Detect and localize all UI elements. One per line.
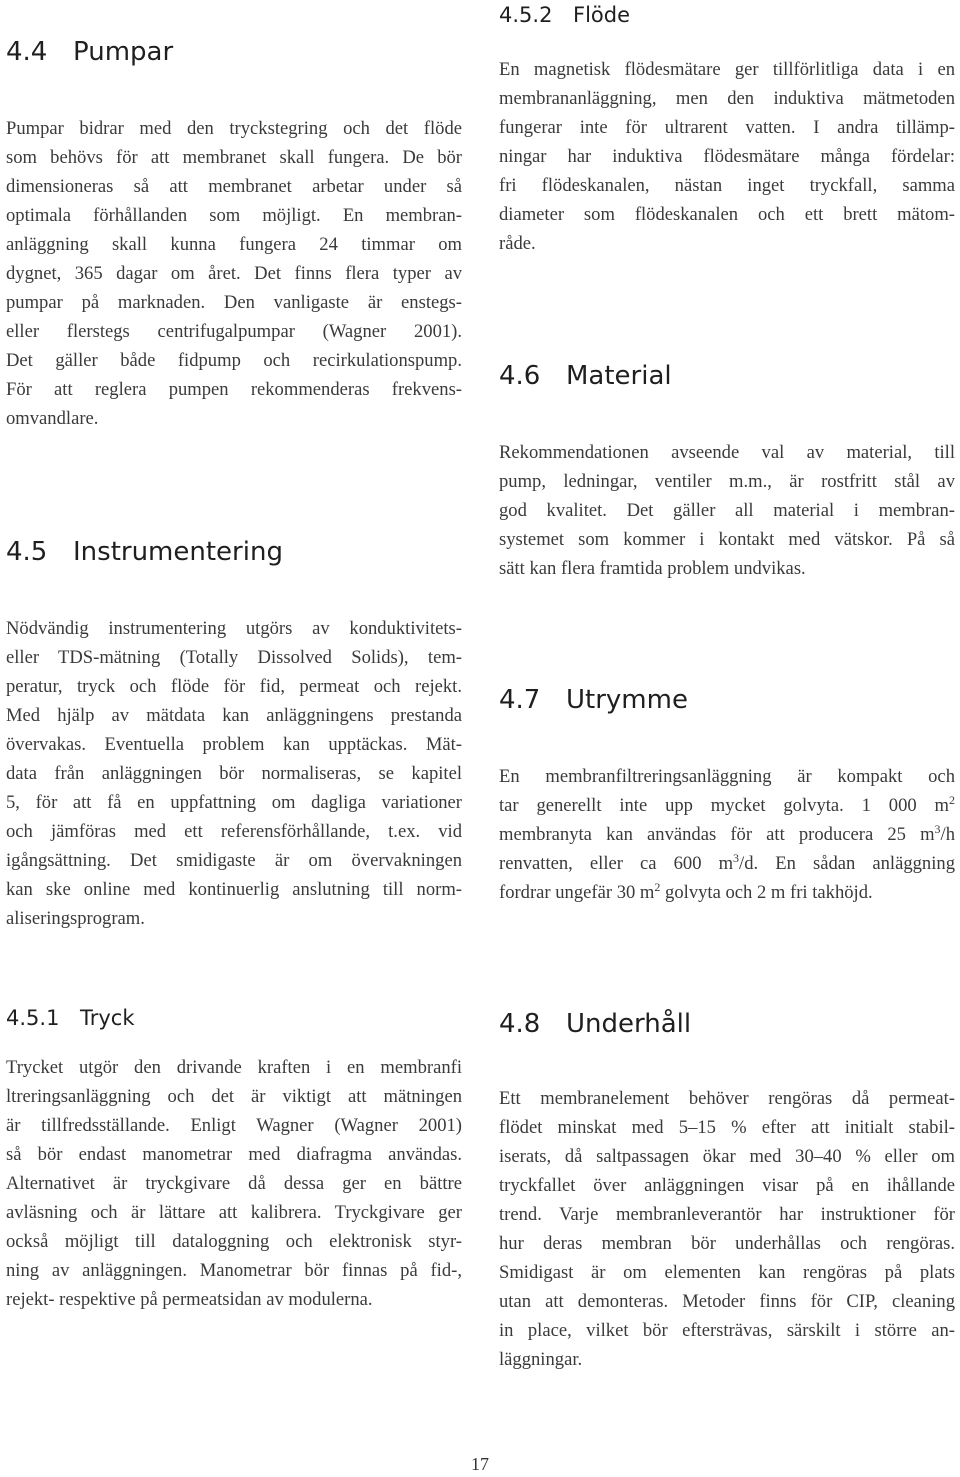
- heading-number: 4.7: [499, 685, 541, 715]
- text-line: Rekommendationen avseende val av material, till: [499, 442, 955, 463]
- text-line: [499, 849, 955, 878]
- heading-number: 4.4: [6, 37, 48, 67]
- paragraph-tryck: [6, 1053, 462, 1314]
- text-line: För att reglera pumpen rekommenderas frekvens-: [6, 379, 462, 400]
- text-line: dimensioneras så att membranet arbetar under så: [6, 176, 462, 197]
- paragraph-underhall: [499, 1084, 955, 1374]
- heading-number: 4.8: [499, 1009, 541, 1039]
- heading-title: Tryck: [80, 1006, 135, 1030]
- heading-number: 4.5.2: [499, 3, 553, 27]
- text-line: Nödvändig instrumentering utgörs av konduktivitets-: [6, 618, 462, 639]
- page-number: 17: [471, 1454, 489, 1474]
- text-line: pump, ledningar, ventiler m.m., är rostfritt stål av: [499, 471, 955, 492]
- heading-title: Material: [566, 361, 672, 391]
- heading-number: 4.5: [6, 537, 48, 567]
- text-line: ltreringsanläggning och det är viktigt att mätningen: [6, 1086, 462, 1107]
- superscript: 2: [949, 792, 955, 807]
- text-line: data från anläggningen bör normaliseras, se kapitel: [6, 763, 462, 784]
- heading-utrymme: [499, 684, 688, 716]
- text-line: membrananläggning, men den induktiva mätmetoden: [499, 88, 955, 109]
- text-line: är tillfredsställande. Enligt Wagner (Wagner 2001): [6, 1115, 462, 1136]
- text-line: En magnetisk flödesmätare ger tillförlitliga data i en: [499, 59, 955, 80]
- text-line: optimala förhållanden som möjligt. En membran-: [6, 205, 462, 226]
- text-line: råde.: [499, 233, 536, 254]
- text-fragment: golvyta och 2 m fri takhöjd.: [660, 882, 873, 903]
- text-line: eller TDS-mätning (Totally Dissolved Solids), tem-: [6, 647, 462, 668]
- paragraph-material: [499, 438, 955, 583]
- heading-pumpar: [6, 36, 173, 68]
- text-line: diameter som flödeskanalen och ett brett mätom-: [499, 204, 955, 225]
- paragraph-utrymme: [499, 762, 955, 907]
- text-line: också möjligt till dataloggning och elektronisk styr-: [6, 1231, 462, 1252]
- heading-underhall: [499, 1008, 691, 1040]
- text-line: Alternativet är tryckgivare då dessa ger en bättre: [6, 1173, 462, 1194]
- paragraph-flode: [499, 55, 955, 258]
- heading-tryck: [6, 1004, 135, 1032]
- text-line: anläggning skall kunna fungera 24 timmar om: [6, 234, 462, 255]
- text-line: Ett membranelement behöver rengöras då permeat-: [499, 1088, 955, 1109]
- text-line: [499, 820, 955, 849]
- heading-title: Underhåll: [566, 1009, 692, 1039]
- text-line: hur deras membran bör underhållas och rengöras.: [499, 1233, 955, 1254]
- text-line: peratur, tryck och flöde för fid, permeat och rejekt.: [6, 676, 462, 697]
- text-fragment: En membranfiltreringsanläggning är kompakt och: [499, 766, 955, 787]
- text-fragment: tar generellt inte upp mycket golvyta. 1 000 m: [499, 795, 949, 816]
- text-line: iserats, då saltpassagen ökar med 30–40 % eller om: [499, 1146, 955, 1167]
- text-line: kan ske online med kontinuerlig anslutning till norm-: [6, 879, 462, 900]
- heading-title: Flöde: [573, 3, 631, 27]
- text-fragment: membranyta kan användas för att producera 25 m: [499, 824, 935, 845]
- text-line: avläsning och är lättare att kalibrera. Tryckgivare ger: [6, 1202, 462, 1223]
- text-line: sätt kan flera framtida problem undvikas.: [499, 558, 806, 579]
- heading-instrumentering: [6, 536, 283, 568]
- text-line: fri flödeskanalen, nästan inget tryckfall, samma: [499, 175, 955, 196]
- superscript: 2: [654, 879, 661, 894]
- heading-title: Pumpar: [73, 37, 174, 67]
- text-line: flödet minskat med 5–15 % efter att initialt stabil-: [499, 1117, 955, 1138]
- text-line: tryckfallet över anläggningen visar på en ihållande: [499, 1175, 955, 1196]
- heading-number: 4.5.1: [6, 1006, 60, 1030]
- paragraph-instrumentering: [6, 614, 462, 933]
- text-line: trend. Varje membranleverantör har instruktioner för: [499, 1204, 955, 1225]
- text-line: som behövs för att membranet skall fungera. De bör: [6, 147, 462, 168]
- text-line: [499, 762, 955, 791]
- text-line: Med hjälp av mätdata kan anläggningens prestanda: [6, 705, 462, 726]
- text-line: 5, för att få en uppfattning om dagliga variationer: [6, 792, 462, 813]
- superscript: 3: [733, 850, 740, 865]
- text-line: Trycket utgör den drivande kraften i en membranfi: [6, 1057, 462, 1078]
- paragraph-pumpar: [6, 114, 462, 433]
- text-fragment: /d. En sådan anläggning: [739, 853, 955, 874]
- superscript: 3: [934, 821, 941, 836]
- heading-number: 4.6: [499, 361, 541, 391]
- text-line: ningar har induktiva flödesmätare många fördelar:: [499, 146, 955, 167]
- text-line: och jämföras med ett referensförhållande, t.ex. vid: [6, 821, 462, 842]
- text-line: igångsättning. Det smidigaste är om övervakningen: [6, 850, 462, 871]
- text-line: fungerar inte för ultrarent vatten. I andra tillämp-: [499, 117, 955, 138]
- text-line: god kvalitet. Det gäller all material i membran-: [499, 500, 955, 521]
- text-line: [499, 878, 955, 907]
- text-fragment: /h: [940, 824, 955, 845]
- text-line: [499, 791, 955, 820]
- text-line: läggningar.: [499, 1349, 583, 1370]
- text-line: rejekt- respektive på permeatsidan av modulerna.: [6, 1289, 373, 1310]
- heading-flode: [499, 1, 630, 29]
- text-line: Smidigast är om elementen kan rengöras på plats: [499, 1262, 955, 1283]
- heading-title: Instrumentering: [73, 537, 283, 567]
- text-line: dygnet, 365 dagar om året. Det finns flera typer av: [6, 263, 462, 284]
- heading-title: Utrymme: [566, 685, 688, 715]
- text-line: in place, vilket bör eftersträvas, särskilt i större an-: [499, 1320, 955, 1341]
- heading-material: [499, 360, 672, 392]
- text-line: omvandlare.: [6, 408, 99, 429]
- text-line: så bör endast manometrar med diafragma användas.: [6, 1144, 462, 1165]
- text-line: systemet som kommer i kontakt med vätskor. På så: [499, 529, 955, 550]
- text-line: pumpar på marknaden. Den vanligaste är enstegs-: [6, 292, 462, 313]
- text-line: eller flerstegs centrifugalpumpar (Wagner 2001).: [6, 321, 462, 342]
- text-fragment: renvatten, eller ca 600 m: [499, 853, 734, 874]
- text-line: Det gäller både fidpump och recirkulationspump.: [6, 350, 462, 371]
- text-line: utan att demonteras. Metoder finns för CIP, cleaning: [499, 1291, 955, 1312]
- text-fragment: fordrar ungefär 30 m: [499, 882, 655, 903]
- text-line: övervakas. Eventuella problem kan upptäckas. Mät-: [6, 734, 462, 755]
- text-line: aliseringsprogram.: [6, 908, 145, 929]
- text-line: ning av anläggningen. Manometrar bör finnas på fid-,: [6, 1260, 462, 1281]
- text-line: Pumpar bidrar med den tryckstegring och det flöde: [6, 118, 462, 139]
